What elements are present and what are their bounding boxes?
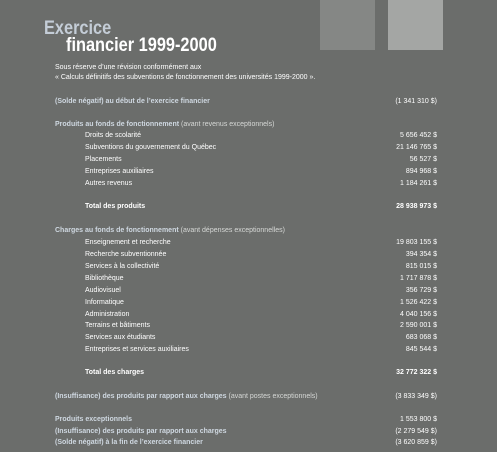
charges-item-row <box>55 237 437 248</box>
insuffisance-avant-row <box>55 391 437 402</box>
charges-total-label: Total des charges <box>85 369 145 376</box>
produits-item-row <box>55 178 437 189</box>
charges-total-row <box>55 367 437 378</box>
charges-item-amount: 19 803 155 $ <box>396 239 437 246</box>
intro-line-2: « Calculs définitifs des subventions de fonctionnement des universités 1999-2000 ». <box>55 74 316 81</box>
produits-exceptionnels-amount: 1 553 800 $ <box>400 416 437 423</box>
charges-item-row <box>55 320 437 331</box>
charges-heading: Charges au fonds de fonctionnement <box>55 227 179 234</box>
charges-item-amount: 845 544 $ <box>405 346 437 353</box>
charges-item-row <box>55 344 437 355</box>
charges-item-row <box>55 297 437 308</box>
produits-exceptionnels-row <box>55 414 437 425</box>
produits-item-label: Entreprises auxiliaires <box>85 168 154 175</box>
charges-item-row <box>55 332 437 343</box>
charges-item-amount: 815 015 $ <box>405 263 437 270</box>
produits-item-amount: 56 527 $ <box>409 156 437 163</box>
solde-fin-amount: (3 620 859 $) <box>395 439 437 446</box>
insuffisance-avant-label: (Insuffisance) des produits par rapport aux charges <box>55 393 227 400</box>
produits-exceptionnels-label: Produits exceptionnels <box>55 416 133 423</box>
charges-heading-row <box>55 225 437 236</box>
insuffisance-avant-note: (avant postes exceptionnels) <box>228 393 318 400</box>
produits-item-row <box>55 154 437 165</box>
insuffisance-row <box>55 426 437 437</box>
charges-item-amount: 1 526 422 $ <box>400 299 437 306</box>
charges-item-row <box>55 249 437 260</box>
produits-total-label: Total des produits <box>85 203 146 210</box>
charges-item-label: Services aux étudiants <box>85 334 156 341</box>
solde-debut-amount: (1 341 310 $) <box>395 98 437 105</box>
produits-item-label: Autres revenus <box>85 180 133 187</box>
charges-item-label: Entreprises et services auxiliaires <box>85 346 189 353</box>
charges-item-row <box>55 273 437 284</box>
produits-item-label: Placements <box>85 156 122 163</box>
solde-debut-label: (Solde négatif) au début de l’exercice financier <box>55 98 210 105</box>
page-title-line2: financier 1999-2000 <box>66 35 217 56</box>
charges-item-amount: 2 590 001 $ <box>400 322 437 329</box>
produits-item-amount: 894 968 $ <box>405 168 437 175</box>
produits-item-amount: 21 146 765 $ <box>396 144 437 151</box>
produits-item-amount: 5 656 452 $ <box>400 132 437 139</box>
charges-item-label: Enseignement et recherche <box>85 239 171 246</box>
intro-line-1: Sous réserve d’une révision conformément aux <box>55 64 202 71</box>
produits-total-amount: 28 938 973 $ <box>396 203 437 210</box>
produits-item-label: Droits de scolarité <box>85 132 142 139</box>
charges-item-amount: 356 729 $ <box>405 287 437 294</box>
charges-item-label: Administration <box>85 311 130 318</box>
produits-heading: Produits au fonds de fonctionnement <box>55 121 180 128</box>
charges-item-amount: 1 717 878 $ <box>400 275 437 282</box>
solde-fin-row <box>55 437 437 448</box>
charges-note: (avant dépenses exceptionnelles) <box>180 227 285 234</box>
insuffisance-avant-amount: (3 833 349 $) <box>395 393 437 400</box>
charges-item-row <box>55 285 437 296</box>
charges-item-label: Audiovisuel <box>85 287 121 294</box>
charges-item-amount: 683 068 $ <box>405 334 437 341</box>
page-title-line1: Exercice <box>44 18 112 39</box>
charges-item-label: Recherche subventionnée <box>85 251 167 258</box>
charges-item-row <box>55 309 437 320</box>
produits-heading-row <box>55 119 437 130</box>
charges-item-label: Terrains et bâtiments <box>85 322 150 329</box>
insuffisance-amount: (2 279 549 $) <box>395 428 437 435</box>
decorative-square-dark <box>320 0 375 50</box>
produits-item-row <box>55 142 437 153</box>
produits-item-amount: 1 184 261 $ <box>400 180 437 187</box>
charges-item-label: Services à la collectivité <box>85 263 160 270</box>
charges-item-label: Informatique <box>85 299 124 306</box>
charges-total-amount: 32 772 322 $ <box>396 369 437 376</box>
produits-note: (avant revenus exceptionnels) <box>181 121 275 128</box>
solde-fin-label: (Solde négatif) à la fin de l’exercice financier <box>55 439 203 446</box>
insuffisance-label: (Insuffisance) des produits par rapport aux charges <box>55 428 227 435</box>
produits-item-row <box>55 130 437 141</box>
produits-total-row <box>55 201 437 212</box>
charges-item-label: Bibliothèque <box>85 275 124 282</box>
decorative-square-light <box>388 0 443 50</box>
charges-item-row <box>55 261 437 272</box>
produits-item-label: Subventions du gouvernement du Québec <box>85 144 217 151</box>
solde-debut-row <box>55 96 437 107</box>
charges-item-amount: 4 040 156 $ <box>400 311 437 318</box>
charges-item-amount: 394 354 $ <box>405 251 437 258</box>
produits-item-row <box>55 166 437 177</box>
